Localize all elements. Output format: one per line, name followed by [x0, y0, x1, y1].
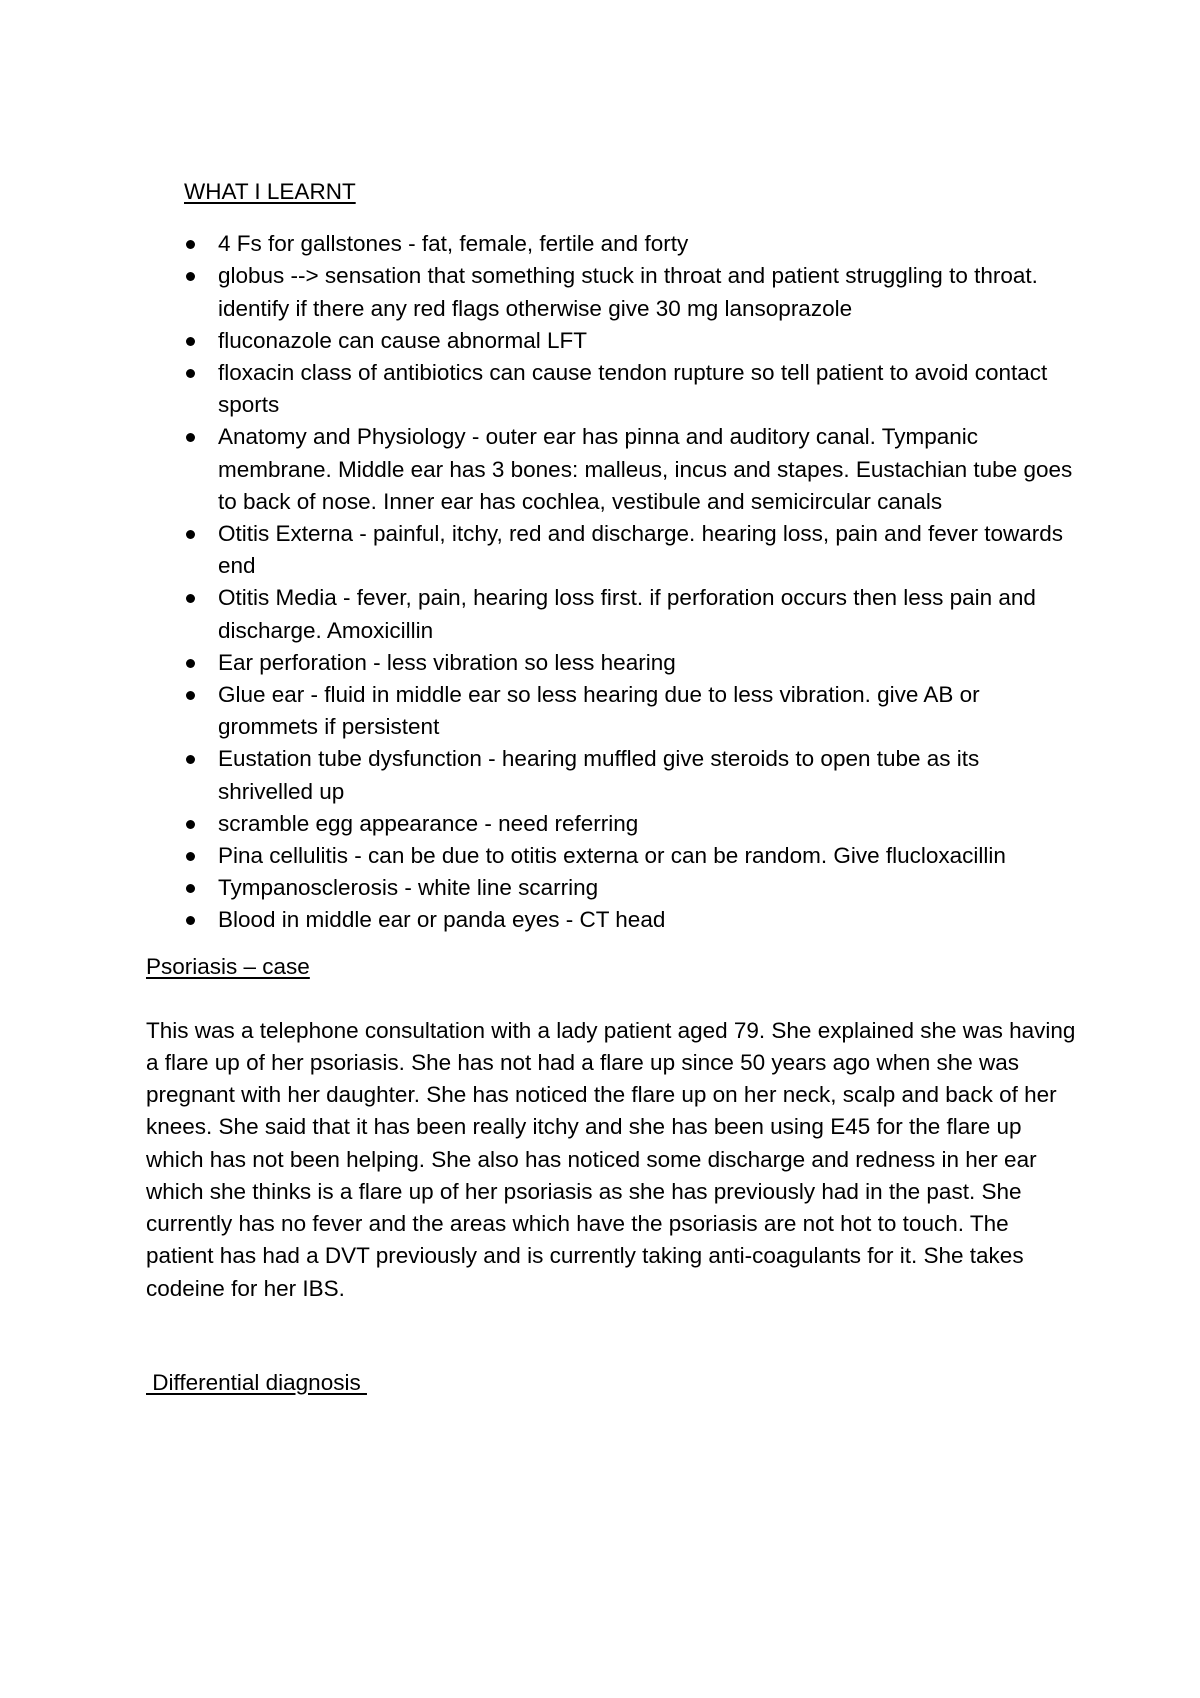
list-item-text: Blood in middle ear or panda eyes - CT head: [218, 907, 666, 933]
list-item: [146, 872, 1076, 904]
differential-diagnosis-heading: Differential diagnosis: [146, 1369, 367, 1395]
list-item: [146, 647, 1076, 679]
bullet-icon: [186, 594, 195, 603]
list-item: [146, 904, 1076, 936]
list-item: [146, 325, 1076, 357]
bullet-icon: [186, 530, 195, 539]
list-item: [146, 518, 1076, 582]
bullet-icon: [186, 337, 195, 346]
list-item: [146, 421, 1076, 518]
list-item: [146, 808, 1076, 840]
bullet-icon: [186, 691, 195, 700]
bullet-icon: [186, 916, 195, 925]
list-item: [146, 260, 1076, 324]
list-item-text: scramble egg appearance - need referring: [218, 810, 639, 836]
list-item-text: Glue ear - fluid in middle ear so less hearing due to less vibration. give AB or grommets if persistent: [218, 682, 980, 740]
list-item: [146, 228, 1076, 260]
case-heading: Psoriasis – case: [146, 953, 310, 979]
list-item: [146, 840, 1076, 872]
bullet-icon: [186, 659, 195, 668]
list-item: [146, 743, 1076, 807]
list-item-text: Otitis Externa - painful, itchy, red and discharge. hearing loss, pain and fever towards end: [218, 521, 1064, 579]
list-item: [146, 679, 1076, 743]
list-item-text: 4 Fs for gallstones - fat, female, fertile and forty: [218, 231, 689, 257]
learnt-list: [146, 228, 1076, 936]
case-paragraph: This was a telephone consultation with a lady patient aged 79. She explained she was having a flare up of her psoriasis. She has not had a flare up since 50 years ago when she was pregnant with her daughter. She has noticed the flare up on her neck, scalp and back of her knees. She said that it has been really itchy and she has been using E45 for the flare up which has not been helping. She also has noticed some discharge and redness in her ear which she thinks is a flare up of her psoriasis as she has previously had in the past. She currently has no fever and the areas which have the psoriasis are not hot to touch. The patient has had a DVT previously and is currently taking anti-coagulants for it. She takes codeine for her IBS.: [146, 1017, 1076, 1301]
bullet-icon: [186, 240, 195, 249]
list-item-text: globus --> sensation that something stuck in throat and patient struggling to throat. identify if there any red flags otherwise give 30 mg lansoprazole: [218, 263, 1038, 321]
bullet-icon: [186, 820, 195, 829]
bullet-icon: [186, 852, 195, 861]
bullet-icon: [186, 433, 195, 442]
list-item-text: Pina cellulitis - can be due to otitis externa or can be random. Give flucloxacillin: [218, 843, 1006, 869]
bullet-icon: [186, 755, 195, 764]
list-item-text: Ear perforation - less vibration so less hearing: [218, 649, 676, 675]
learnt-heading: WHAT I LEARNT: [184, 179, 356, 204]
bullet-icon: [186, 272, 195, 281]
list-item: [146, 582, 1076, 646]
list-item-text: Anatomy and Physiology - outer ear has pinna and auditory canal. Tympanic membrane. Middle ear has 3 bones: malleus, incus and stapes. Eustachian tube goes to back of nose. Inner ear has cochlea, vestibule and semicircular canals: [218, 424, 1073, 514]
bullet-icon: [186, 369, 195, 378]
list-item-text: floxacin class of antibiotics can cause tendon rupture so tell patient to avoid contact sports: [218, 360, 1048, 418]
list-item-text: fluconazole can cause abnormal LFT: [218, 327, 587, 353]
list-item-text: Eustation tube dysfunction - hearing muffled give steroids to open tube as its shrivelled up: [218, 746, 980, 804]
document-body: [146, 176, 1076, 1399]
list-item-text: Tympanosclerosis - white line scarring: [218, 875, 599, 901]
bullet-icon: [186, 884, 195, 893]
list-item: [146, 357, 1076, 421]
list-item-text: Otitis Media - fever, pain, hearing loss first. if perforation occurs then less pain and discharge. Amoxicillin: [218, 585, 1036, 643]
